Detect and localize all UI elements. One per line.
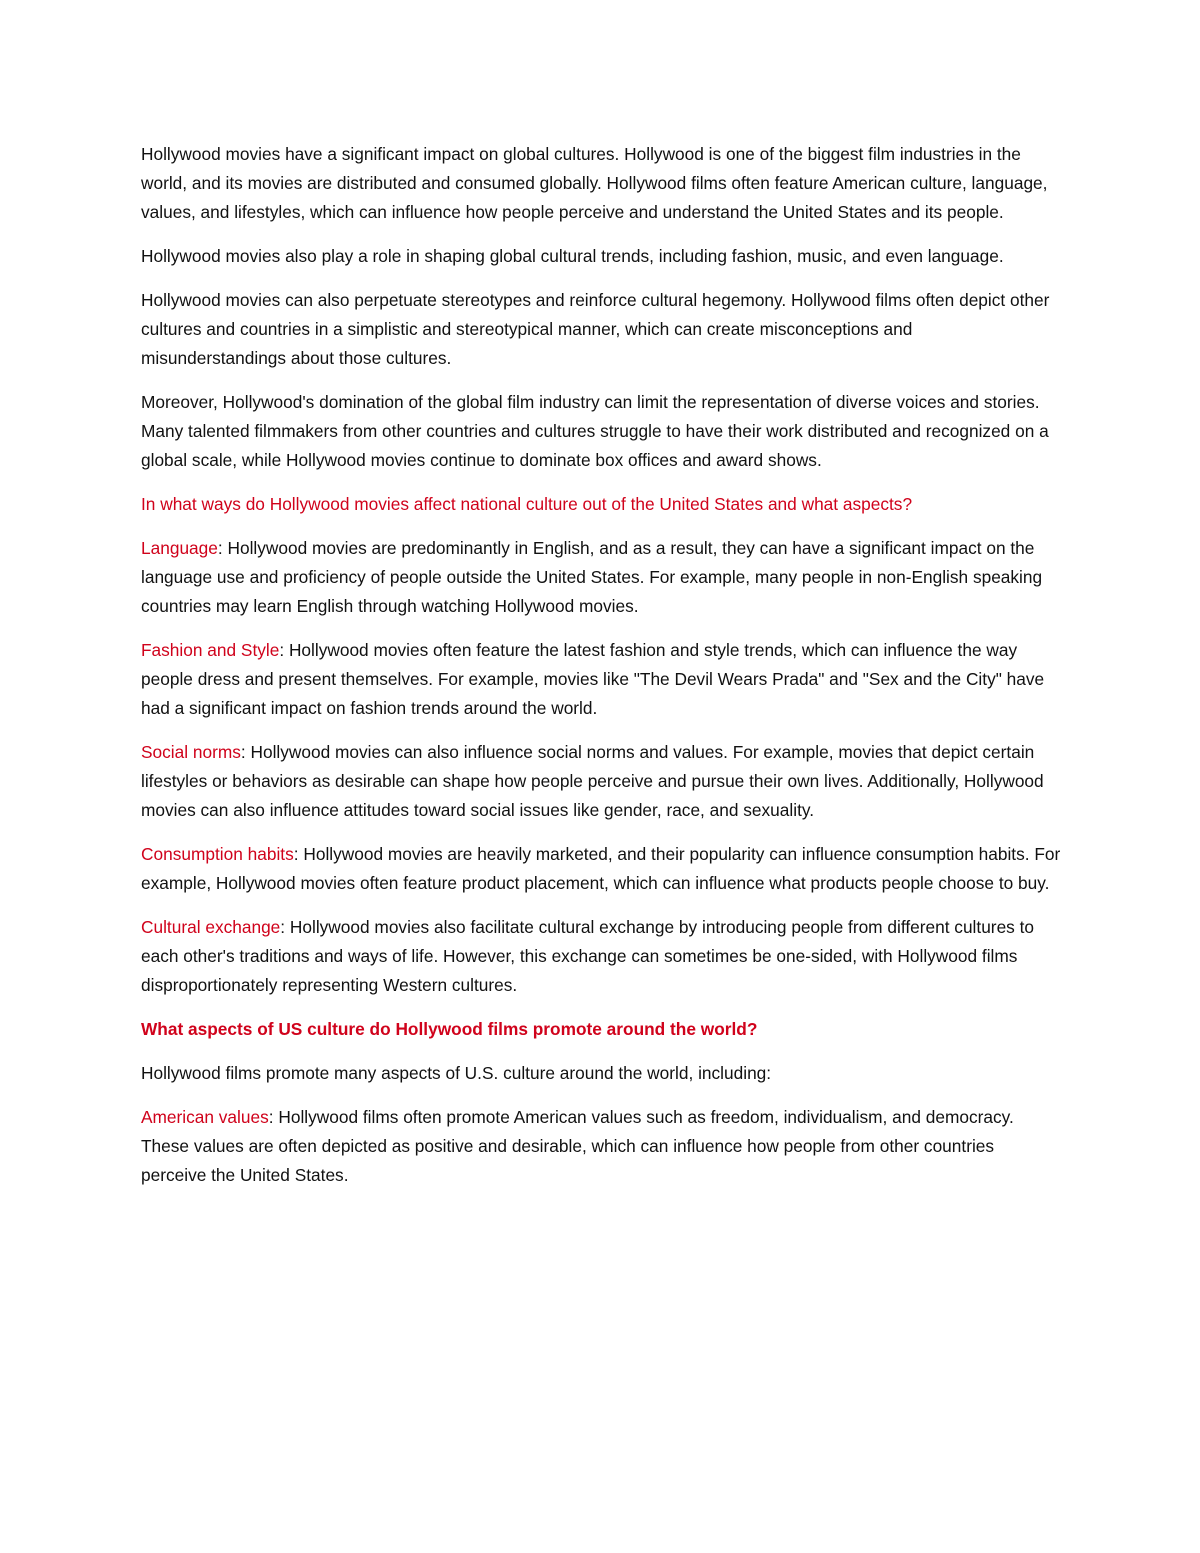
aspect-paragraph-social-norms (141, 738, 1061, 825)
aspect-paragraph-cultural-exchange (141, 913, 1061, 1000)
question-heading-2: What aspects of US culture do Hollywood films promote around the world? (141, 1019, 758, 1039)
aspect-text-social-norms: : Hollywood movies can also influence social norms and values. For example, movies that depict certain lifestyles or behaviors as desirable can shape how people perceive and pursue their own lives. Additionally, Hollywood movies can also influence attitudes toward social issues like gender, race, and sexuality. (141, 742, 1044, 820)
aspect-text-consumption: : Hollywood movies are heavily marketed, and their popularity can influence consumption habits. For example, Hollywood movies often feature product placement, which can influence what products people choose to buy. (141, 844, 1061, 893)
aspect-term-consumption: Consumption habits (141, 844, 294, 864)
aspect-text-cultural-exchange: : Hollywood movies also facilitate cultural exchange by introducing people from different cultures to each other's traditions and ways of life. However, this exchange can sometimes be one-sided, with Hollywood films disproportionately representing Western cultures. (141, 917, 1035, 995)
question-heading-1: In what ways do Hollywood movies affect national culture out of the United States and what aspects? (141, 494, 913, 514)
aspect-paragraph-fashion (141, 636, 1061, 723)
aspect-term-social-norms: Social norms (141, 742, 241, 762)
aspect-term-cultural-exchange: Cultural exchange (141, 917, 281, 937)
intro-paragraph-4: Moreover, Hollywood's domination of the global film industry can limit the representation of diverse voices and stories. Many talented filmmakers from other countries and cultures struggle to have their work distributed and recognized on a global scale, while Hollywood movies continue to dominate box offices and award shows. (141, 392, 1049, 470)
aspect-paragraph-consumption (141, 840, 1061, 898)
aspect-text-language: : Hollywood movies are predominantly in English, and as a result, they can have a significant impact on the language use and proficiency of people outside the United States. For example, many people in non-English speaking countries may learn English through watching Hollywood movies. (141, 538, 1043, 616)
aspect-text-american-values: : Hollywood films often promote American values such as freedom, individualism, and democracy. These values are often depicted as positive and desirable, which can influence how people from other countries perceive the United States. (141, 1107, 1014, 1185)
document-page (141, 140, 1061, 1205)
aspect-text-fashion: : Hollywood movies often feature the latest fashion and style trends, which can influence the way people dress and present themselves. For example, movies like "The Devil Wears Prada" and "Sex and the City" have had a significant impact on fashion trends around the world. (141, 640, 1045, 718)
aspect-term-fashion: Fashion and Style (141, 640, 280, 660)
aspect-term-american-values: American values (141, 1107, 269, 1127)
intro-paragraph-1: Hollywood movies have a significant impact on global cultures. Hollywood is one of the biggest film industries in the world, and its movies are distributed and consumed globally. Hollywood films often feature American culture, language, values, and lifestyles, which can influence how people perceive and understand the United States and its people. (141, 144, 1048, 222)
aspect-paragraph-american-values (141, 1103, 1061, 1190)
aspect-paragraph-language (141, 534, 1061, 621)
intro-paragraph-3: Hollywood movies can also perpetuate stereotypes and reinforce cultural hegemony. Hollywood films often depict other cultures and countries in a simplistic and stereotypical manner, which can create misconceptions and misunderstandings about those cultures. (141, 290, 1050, 368)
intro-paragraph-section-2: Hollywood films promote many aspects of U.S. culture around the world, including: (141, 1063, 772, 1083)
aspect-term-language: Language (141, 538, 218, 558)
intro-paragraph-2: Hollywood movies also play a role in shaping global cultural trends, including fashion, music, and even language. (141, 246, 1004, 266)
